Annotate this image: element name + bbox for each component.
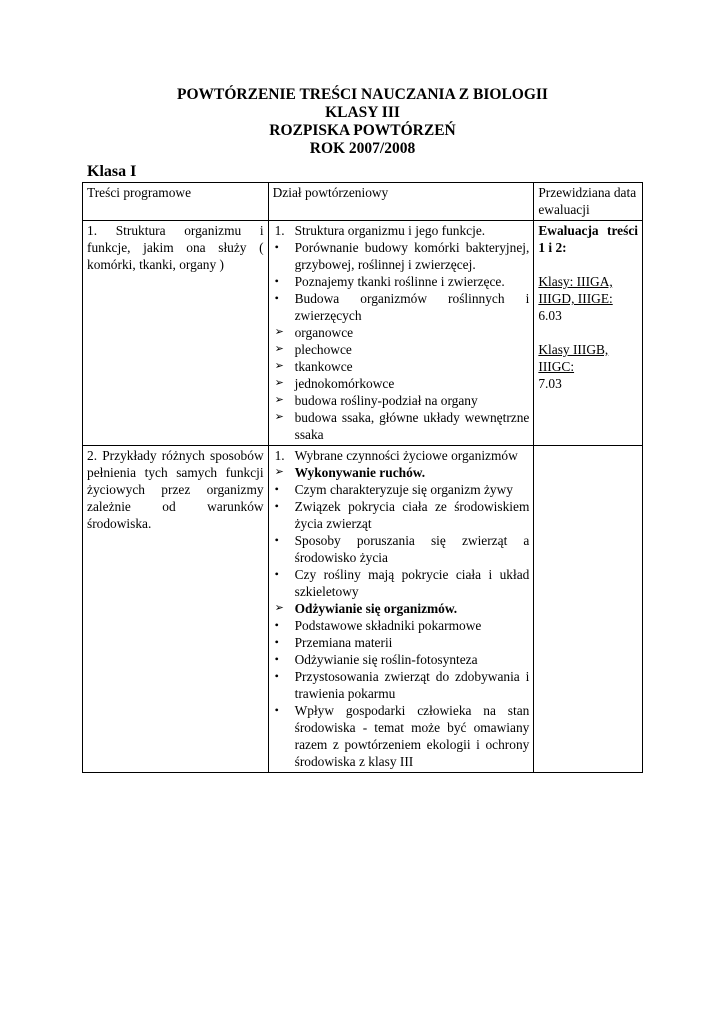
row2-eval: [534, 446, 643, 773]
list-item-text: Budowa organizmów roślinnych i zwierzęcych: [294, 291, 530, 323]
bullet-icon: •: [274, 291, 279, 305]
list-item: [273, 481, 530, 498]
list-item-text: budowa rośliny-podział na organy: [294, 393, 478, 408]
group1-label: Klasy: IIIGA, IIIGD, IIIGE:: [538, 274, 613, 306]
list-item-text: Wpływ gospodarki człowieka na stan środowiska - temat może być omawiany razem z powtórzeniem ekologii i ochrony środowiska z klasy III: [294, 703, 530, 769]
list-item-text: Poznajemy tkanki roślinne i zwierzęce.: [294, 274, 505, 289]
list-item: [273, 447, 530, 464]
list-item: [273, 375, 530, 392]
arrow-bullet-icon: ➢: [274, 602, 284, 614]
arrow-bullet-icon: ➢: [274, 377, 284, 389]
bullet-icon: •: [274, 635, 279, 649]
title-line-4: ROK 2007/2008: [309, 140, 416, 157]
list-item: [273, 341, 530, 358]
list-item-text: Związek pokrycia ciała ze środowiskiem życia zwierząt: [294, 499, 530, 531]
list-item: [273, 634, 530, 651]
bullet-icon: •: [274, 703, 279, 717]
table-row: [83, 221, 643, 446]
arrow-bullet-icon: ➢: [274, 343, 284, 355]
list-item-text: Porównanie budowy komórki bakteryjnej, grzybowej, roślinnej i zwierzęcej.: [294, 240, 530, 272]
row1-dzial: [268, 221, 534, 446]
list-item-text: Przystosowania zwierząt do zdobywania i trawienia pokarmu: [294, 669, 530, 701]
list-item: [273, 222, 530, 239]
list-item: [273, 273, 530, 290]
row2-dzial: [268, 446, 534, 773]
row1-item-list: [273, 222, 530, 443]
list-item-text: Sposoby poruszania się zwierząt a środowisko życia: [294, 533, 530, 565]
row2-item-list: [273, 447, 530, 770]
table-header-row: [83, 183, 643, 221]
list-item-text: jednokomórkowce: [294, 376, 395, 391]
arrow-bullet-icon: ➢: [274, 360, 284, 372]
header-dzial: Dział powtórzeniowy: [268, 183, 534, 221]
arrow-bullet-icon: ➢: [274, 466, 284, 478]
list-item-text: organowce: [294, 325, 354, 340]
title-line-1: POWTÓRZENIE TREŚCI NAUCZANIA Z BIOLOGII: [177, 86, 548, 103]
header-data: Przewidziana data ewaluacji: [534, 183, 643, 221]
list-item: [273, 392, 530, 409]
eval-title: Ewaluacja treści 1 i 2:: [538, 223, 638, 255]
list-item-text: plechowce: [294, 342, 352, 357]
list-number: 1.: [274, 448, 285, 463]
group1-date: 6.03: [538, 308, 562, 323]
bullet-icon: •: [274, 240, 279, 254]
list-item-text: budowa ssaka, główne układy wewnętrzne ssaka: [294, 410, 530, 442]
list-item-text: Czym charakteryzuje się organizm żywy: [294, 482, 513, 497]
list-item: [273, 464, 530, 481]
list-item: [273, 498, 530, 532]
document-title: [0, 86, 725, 158]
list-item: [273, 324, 530, 341]
bullet-icon: •: [274, 669, 279, 683]
list-item: [273, 409, 530, 443]
list-item-text: Podstawowe składniki pokarmowe: [294, 618, 482, 633]
list-item: [273, 651, 530, 668]
list-item: [273, 358, 530, 375]
row1-eval: [534, 221, 643, 446]
list-item-text: Wykonywanie ruchów.: [294, 465, 426, 480]
section-title: Klasa I: [87, 163, 137, 180]
list-item: [273, 566, 530, 600]
list-item-text: Odżywianie się organizmów.: [294, 601, 458, 616]
list-item-text: Struktura organizmu i jego funkcje.: [294, 223, 486, 238]
bullet-icon: •: [274, 482, 279, 496]
header-tresci: Treści programowe: [83, 183, 269, 221]
title-line-3: ROZPISKA POWTÓRZEŃ: [269, 122, 456, 139]
bullet-icon: •: [274, 567, 279, 581]
bullet-icon: •: [274, 499, 279, 513]
list-item: [273, 239, 530, 273]
list-item: [273, 532, 530, 566]
list-item: [273, 702, 530, 770]
list-item-text: Przemiana materii: [294, 635, 393, 650]
arrow-bullet-icon: ➢: [274, 326, 284, 338]
bullet-icon: •: [274, 618, 279, 632]
row1-tresci: 1. Struktura organizmu i funkcje, jakim ona służy ( komórki, tkanki, organy ): [83, 221, 269, 446]
list-item-text: Czy rośliny mają pokrycie ciała i układ szkieletowy: [294, 567, 530, 599]
table-row: [83, 446, 643, 773]
list-item: [273, 290, 530, 324]
bullet-icon: •: [274, 652, 279, 666]
list-item: [273, 600, 530, 617]
list-item-text: Odżywianie się roślin-fotosynteza: [294, 652, 478, 667]
row2-tresci: 2. Przykłady różnych sposobów pełnienia tych samych funkcji życiowych przez organizmy zależnie od warunków środowiska.: [83, 446, 269, 773]
group2-label: Klasy IIIGB, IIIGC:: [538, 342, 609, 374]
title-line-2: KLASY III: [325, 104, 400, 121]
list-item: [273, 668, 530, 702]
list-item-text: Wybrane czynności życiowe organizmów: [294, 448, 518, 463]
bullet-icon: •: [274, 274, 279, 288]
list-number: 1.: [274, 223, 285, 238]
list-item: [273, 617, 530, 634]
arrow-bullet-icon: ➢: [274, 394, 284, 406]
group2-date: 7.03: [538, 376, 562, 391]
bullet-icon: •: [274, 533, 279, 547]
arrow-bullet-icon: ➢: [274, 411, 284, 423]
list-item-text: tkankowce: [294, 359, 353, 374]
revision-table: [82, 182, 643, 773]
